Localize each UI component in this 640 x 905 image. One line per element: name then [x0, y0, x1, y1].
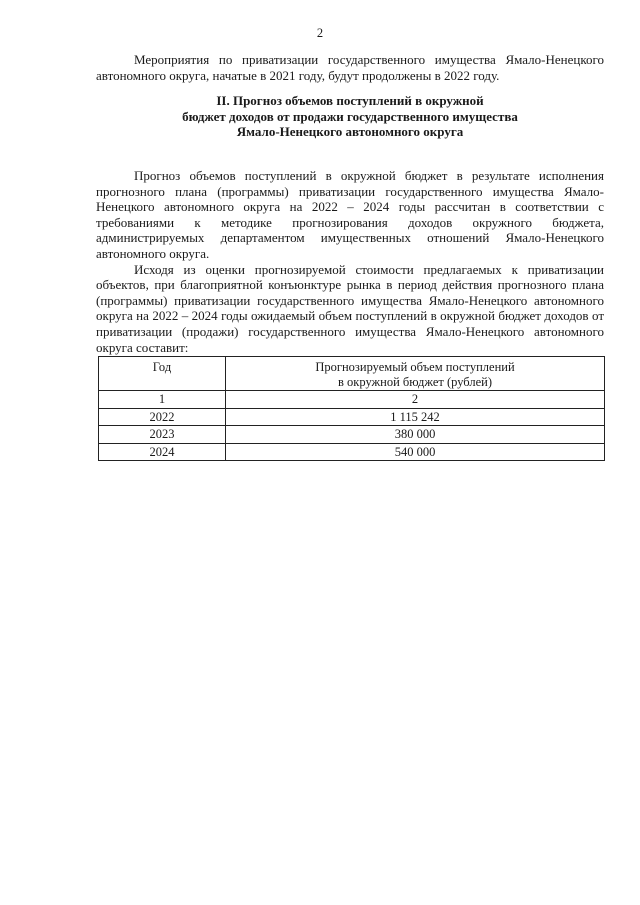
column-number-1: 1 — [99, 391, 226, 409]
intro-paragraph: Мероприятия по приватизации государственного имущества Ямало-Ненецкого автономного округа, начатые в 2021 году, будут продолжены в 2022 году. — [96, 52, 604, 83]
row-value: 540 000 — [226, 443, 605, 461]
section-heading-line3: Ямало-Ненецкого автономного округа — [236, 124, 464, 140]
header-value — [226, 357, 605, 391]
header-year: Год — [99, 357, 226, 391]
header-value-line1: Прогнозируемый объем поступлений — [315, 360, 515, 374]
table-row — [99, 426, 605, 444]
row-year: 2023 — [99, 426, 226, 444]
row-value: 380 000 — [226, 426, 605, 444]
section-heading-line1: II. Прогноз объемов поступлений в окружной — [216, 93, 484, 109]
header-value-line2: в окружной бюджет (рублей) — [338, 374, 492, 389]
column-number-row — [99, 391, 605, 409]
forecast-paragraph: Исходя из оценки прогнозируемой стоимости предлагаемых к приватизации объектов, при благоприятной конъюнктуре рынка в период действия прогнозного плана (программы) приватизации государственного имущества Ямало-Ненецкого автономного округа на 2022 – 2024 годы ожидаемый объем поступлений в окружной бюджет доходов от приватизации (продажи) государственного имущества Ямало-Ненецкого автономного округа составит: — [96, 261, 604, 355]
table-row — [99, 443, 605, 461]
methodology-paragraph: Прогноз объемов поступлений в окружной бюджет в результате исполнения прогнозного плана (программы) приватизации государственного имущества Ямало-Ненецкого автономного округа на 2022 – 2024 годы рассчитан в соответствии с требованиями к методике прогнозирования доходов окружного бюджета, администрируемых департаментом имущественных отношений Ямало-Ненецкого автономного округа. — [96, 167, 604, 261]
page-number: 2 — [316, 26, 324, 40]
section-heading-line2: бюджет доходов от продажи государственного имущества — [182, 108, 518, 124]
document-body — [96, 52, 604, 355]
revenue-forecast-table — [98, 356, 605, 461]
column-number-2: 2 — [226, 391, 605, 409]
row-value: 1 115 242 — [226, 408, 605, 426]
table-row — [99, 408, 605, 426]
table-header-row — [99, 357, 605, 391]
row-year: 2024 — [99, 443, 226, 461]
section-heading — [96, 93, 604, 140]
row-year: 2022 — [99, 408, 226, 426]
